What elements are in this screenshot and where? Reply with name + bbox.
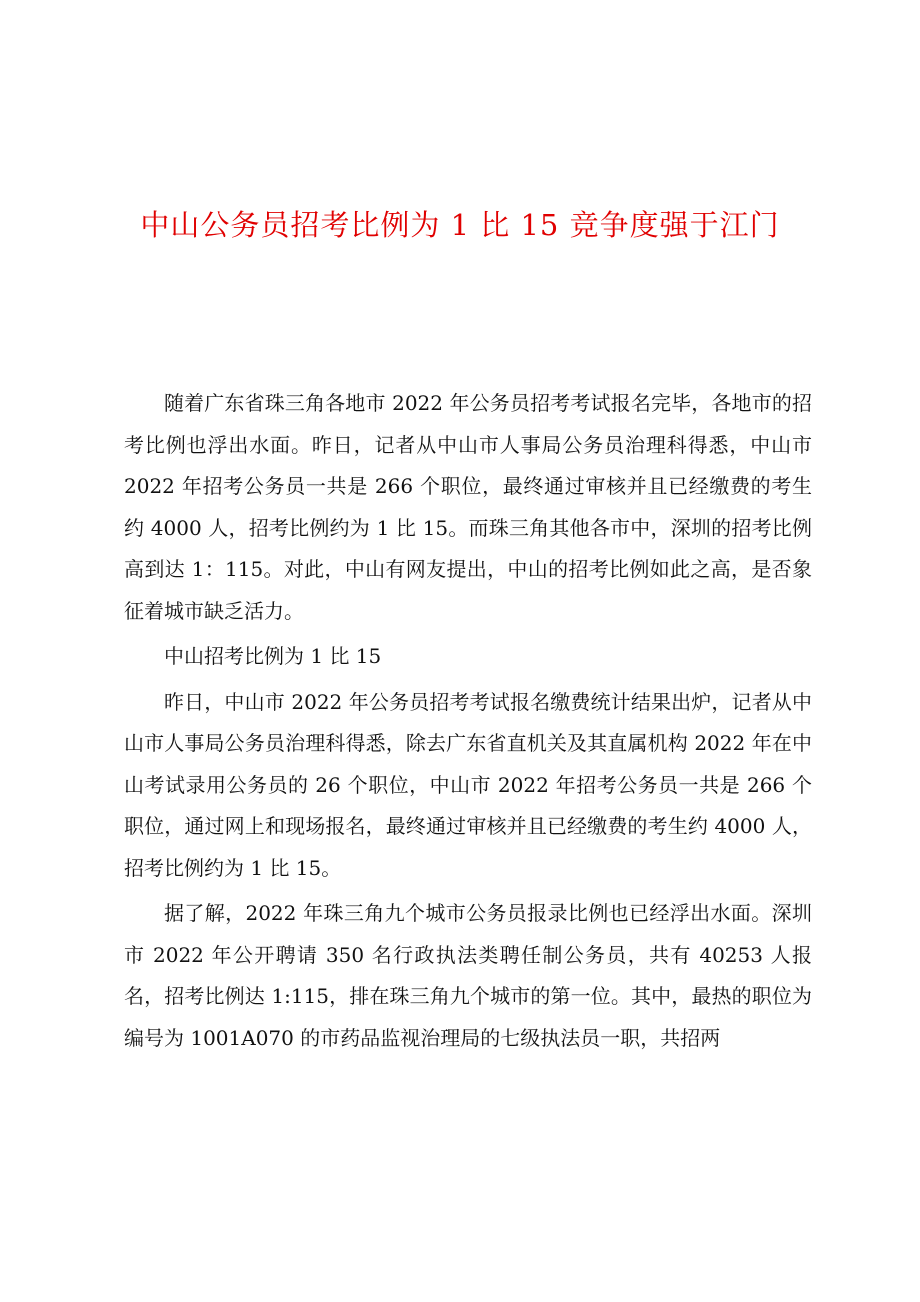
- document-title: 中山公务员招考比例为 1 比 15 竞争度强于江门: [140, 208, 780, 242]
- paragraph: 昨日，中山市 2022 年公务员招考考试报名缴费统计结果出炉，记者从中山市人事局公务员治理科得悉，除去广东省直机关及其直属机构 2022 年在中山考试录用公务员的 26 个职位，中山市 2022 年招考公务员一共是 266 个职位，通过网上和现场报名，最终通过审核并且已经缴费的考生约 4000 人，招考比例约为 1 比 15。: [124, 689, 812, 880]
- paragraph: 据了解，2022 年珠三角九个城市公务员报录比例也已经浮出水面。深圳市 2022 年公开聘请 350 名行政执法类聘任制公务员，共有 40253 人报名，招考比例达 1:115，排在珠三角九个城市的第一位。其中，最热的职位为编号为 1001A070 的市药品监视治理局的七级执法员一职，共招两: [124, 901, 812, 1050]
- paragraph: 随着广东省珠三角各地市 2022 年公务员招考考试报名完毕，各地市的招考比例也浮出水面。昨日，记者从中山市人事局公务员治理科得悉，中山市 2022 年招考公务员一共是 266 个职位，最终通过审核并且已经缴费的考生约 4000 人，招考比例约为 1 比 15。而珠三角其他各市中，深圳的招考比例高到达 1：115。对此，中山有网友提出，中山的招考比例如此之高，是否象征着城市缺乏活力。: [124, 391, 812, 623]
- document-body: [124, 383, 812, 1063]
- section-heading: 中山招考比例为 1 比 15: [164, 644, 382, 668]
